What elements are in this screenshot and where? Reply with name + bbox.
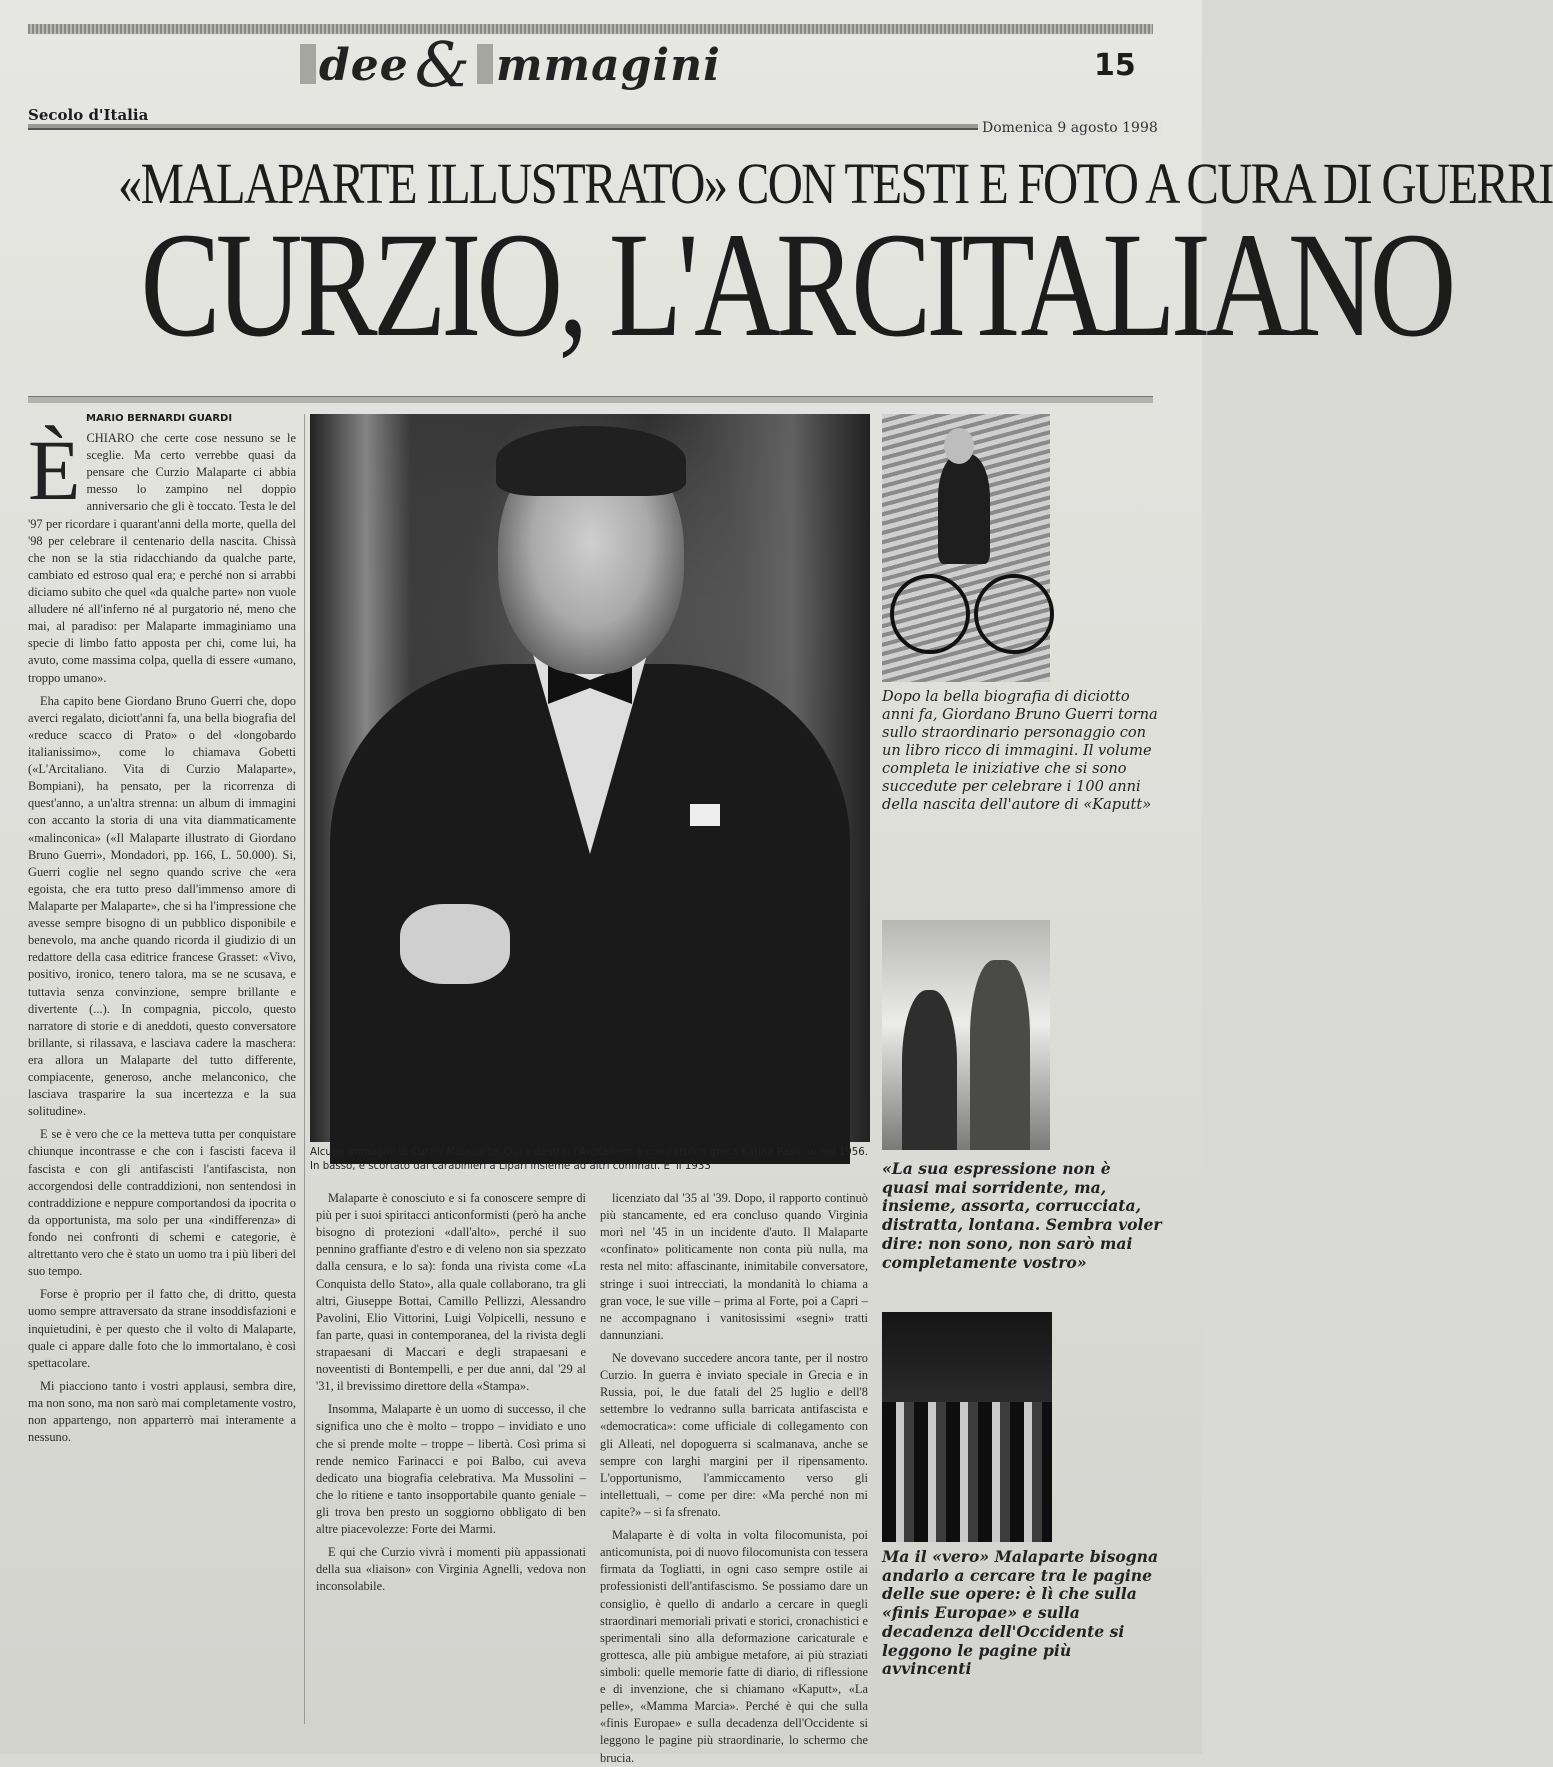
main-photo-caption: Alcune immagini di Curzio Malaparte. Qui a destra: l'Arcitaliano è con l'attrice greca Katina Paxinou nel 1956. In basso, è scortato dai carabinieri a Lipari insieme ad altri confinati. E' il 1933 — [310, 1147, 868, 1172]
article-column-2 — [316, 1190, 586, 1720]
page-number: 15 — [1094, 48, 1136, 83]
paragraph: CHIARO che certe cose nessuno se le sceglie. Ma certo verrebbe quasi da pensare che Curzio Malaparte ci abbia messo lo zampino nel doppio anniversario che gli è toccato. Testa le del '97 per ricordare i quarant'anni della morte, quella del '98 per celebrare il centenario della nascita. Chissà che non se la stia ridacchiando da qualche parte, cambiato ed estroso qual era; e perché non si arrabbi diciamo subito che quel «da qualche parte» non vuole alludere né all'inferno né al purgatorio né, meno che mai, al paradiso: per Malaparte immaginiamo una specie di limbo fatto apposta per chi, come lui, ha avuto, come massima colpa, quella di essere «umano, troppo umano». — [28, 431, 296, 685]
paragraph: Mi piacciono tanto i vostri applausi, sembra dire, ma non sono, ma non sarò mai completamente vostro, non appartengo, non apparterrò mai interamente a nessuno. — [28, 1378, 296, 1445]
section-rubric — [300, 28, 820, 108]
headline-rule — [28, 396, 1153, 403]
paragraph: E qui che Curzio vivrà i momenti più appassionati della sua «liaison» con Virginia Agnelli, vedova non inconsolabile. — [316, 1545, 586, 1594]
photo-hand — [400, 904, 510, 984]
photo-hair — [496, 426, 686, 496]
masthead-title: Secolo d'Italia — [28, 106, 149, 124]
photo-man — [970, 960, 1030, 1150]
bicycle-wheel-back — [974, 574, 1054, 654]
paragraph: Malaparte è conosciuto e si fa conoscere sempre di più per i suoi spiritacci anticonformisti (però ha anche bisogno di protezioni «dall'alto», perché il suo pennino graffiante d'estro e di veleno non sia spezzato dalla censura, e lo sa): fonda una rivista come «La Conquista dello Stato», alla quale collaborano, tra gli altri, Giuseppe Bottai, Camillo Pellizzi, Alessandro Pavolini, Elio Vittorini, Luigi Volpicelli, nessuno e fan parte, quasi in contemporanea, del la rivista degli strapaesani di Maccari e degli strapaesani e noveentisti di Bontempelli, e per due anni, dal '29 al '31, il brevissimo direttore della «Stampa». — [316, 1191, 586, 1394]
rubric-initial-bar-i2 — [477, 44, 493, 84]
paragraph: Malaparte è di volta in volta filocomunista, poi anticomunista, poi di nuovo filocomunista con tessera firmata da Togliatti, in ogni caso sempre ostile ai professionisti dell'antifascismo. Se possiamo dare un consiglio, è quello di andarlo a cercare in quegli straordinari memoriali privati e storici, cronachistici e sperimentali sino alla deformazione caricaturale e grottesca, alle più ambigue metafore, ai più straziati simboli: quelle memorie fatte di diario, di riflessione e di invenzione, che si chiamano «Kaputt», «La pelle», «Mamma Marcia». Perché è qui che sulla «finis Europae» e sulla decadenza dell'Occidente si leggono le pagine più straordinarie, lo schermo che brucia. — [600, 1528, 868, 1765]
column-divider — [304, 414, 305, 1724]
paragraph: Forse è proprio per il fatto che, di dritto, questa uomo sempre attraversato da strane insoddisfazioni e inquietudini, è per questo che il volto di Malaparte, quale ci appare dalle foto che lo immortalano, è così spettacolare. — [28, 1287, 296, 1370]
article-column-1 — [28, 422, 296, 1720]
article-headline: CURZIO, L'ARCITALIANO — [140, 202, 1452, 368]
side-caption-1: Dopo la bella biografia di diciotto anni fa, Giordano Bruno Guerri torna sullo straordinario personaggio con un libro ricco di immagini. Il volume completa le iniziative che si sono succedute per celebrare i 100 anni della nascita dell'autore di «Kaputt» — [882, 688, 1158, 813]
photo-woman — [902, 990, 957, 1150]
rubric-initial-bar-i — [300, 44, 316, 84]
rubric-word-idee: dee — [319, 40, 409, 91]
photo-pocket-square — [690, 804, 720, 826]
cyclist-photo — [882, 414, 1050, 682]
rubric-word-immagini: mmagini — [495, 40, 721, 91]
photo-crowd — [882, 1402, 1052, 1542]
paragraph: Insomma, Malaparte è un uomo di successo, il che significa uno che è molto – troppo – invidiato e uno che si prende molte – troppe – libertà. Così prima si rende nemico Farinacci e poi Balbo, cui aveva dedicato una biografia celebrativa. Ma Mussolini – che lo ritiene e tanto insopportabile quanto geniale – gli trova ben presto un soggiorno obbligato di ben altre piacevolezze: Forte dei Marmi. — [316, 1402, 586, 1537]
lipari-carabinieri-photo — [882, 1312, 1052, 1540]
side-caption-3: Ma il «vero» Malaparte bisogna andarlo a cercare tra le pagine delle sue opere: è lì che sulla «finis Europae» e sulla decadenza dell'Occidente si leggono le pagine più avvincenti — [882, 1547, 1159, 1679]
paxinou-photo — [882, 920, 1050, 1150]
article-byline: MARIO BERNARDI GUARDI — [86, 413, 233, 424]
issue-date: Domenica 9 agosto 1998 — [978, 120, 1162, 136]
main-portrait-photo — [310, 414, 870, 1142]
paragraph: E se è vero che ce la metteva tutta per conquistare chiunque incontrasse e che con i fascisti faceva il fascista e con gli antifascisti l'antifascista, non accorgendosi delle contraddizioni, non sentendosi in contraddizione e neppure comportandosi da ipocrita o da opportunista, ma solo per una «indifferenza» di fondo nei confronti di schemi e categorie, è altrettanto vero che è stato un uomo tra i più liberi del suo tempo. — [28, 1127, 296, 1279]
rubric-ampersand: & — [414, 28, 471, 101]
article-column-3 — [600, 1190, 868, 1765]
cyclist-figure — [938, 454, 990, 564]
paragraph: licenziato dal '35 al '39. Dopo, il rapporto continuò più stancamente, ed era concluso quando Virginia morì nel '45 in un incidente d'auto. Il Malaparte «confinato» politicamente non conta più nulla, ma resta nel mito: affascinante, inimitabile conversatore, stringe i suoi intrecciati, la mondanità lo chiama a gran voce, le sue ville – prima al Forte, poi a Capri – ne accompagnano i vanitosissimi «segni» tratti dannunziani. — [600, 1191, 868, 1342]
drop-cap: È — [28, 422, 81, 518]
paragraph: Eha capito bene Giordano Bruno Guerri che, dopo averci regalato, diciott'anni fa, una bella biografia del «reduce scacco di Prato» o del «longobardo italianissimo», come lo chiamava Gobetti («L'Arcitaliano. Vita di Curzio Malaparte», Bompiani), ha pensato, per la ricorrenza di quest'anno, a un'altra strenna: un album di immagini con accanto la storia di una vita diammaticamente «malinconica» («Il Malaparte illustrato di Giordano Bruno Guerri», Mondadori, pp. 166, L. 50.000). Si, Guerri coglie nel segno quando scrive che «era egoista, che era tutto preso dall'immenso amore di Malaparte per Malaparte», che si ha l'impressione che avesse sempre bisogno di un pubblico disponibile e benevolo, ma anche quando ricorda il giudizio di un redattore della casa editrice francese Grasset: «Vivo, positivo, ironico, tenero talora, ma se ne scusava, e tuttavia senza convinzione, sempre brillante e divertente (...). In compagnia, piccolo, questo narratore di storie e di aneddoti, questo conversatore brillante, si rilassava, e lasciava cadere la maschera: era allora un Malaparte del tutto differente, compiacente, generoso, anche melanconico, che lasciava trasparire la sua incertezza e la sua solitudine». — [28, 693, 296, 1119]
paragraph: Ne dovevano succedere ancora tante, per il nostro Curzio. In guerra è inviato speciale in Grecia e in Russia, poi, le due fatali del 25 luglio e dell'8 settembre lo vedranno sulla barricata antifascista e «democratica»: come ufficiale di collegamento con gli Alleati, nel dopoguerra si scalmanava, anche se sempre con larghi margini per il ripensamento. L'opportunismo, l'ammiccamento verso gli intellettuali, – come per dire: «Ma perché non mi capite?» – si fa sfrenato. — [600, 1350, 868, 1519]
cyclist-head — [944, 428, 974, 464]
article-kicker: «MALAPARTE ILLUSTRATO» CON TESTI E FOTO A CURA DI GUERRI — [118, 151, 1553, 216]
bicycle-wheel-front — [890, 574, 970, 654]
side-quote: «La sua espressione non è quasi mai sorridente, ma, insieme, assorta, corrucciata, distratta, lontana. Sembra voler dire: non sono, non sarò mai completamente vostro» — [882, 1159, 1162, 1272]
